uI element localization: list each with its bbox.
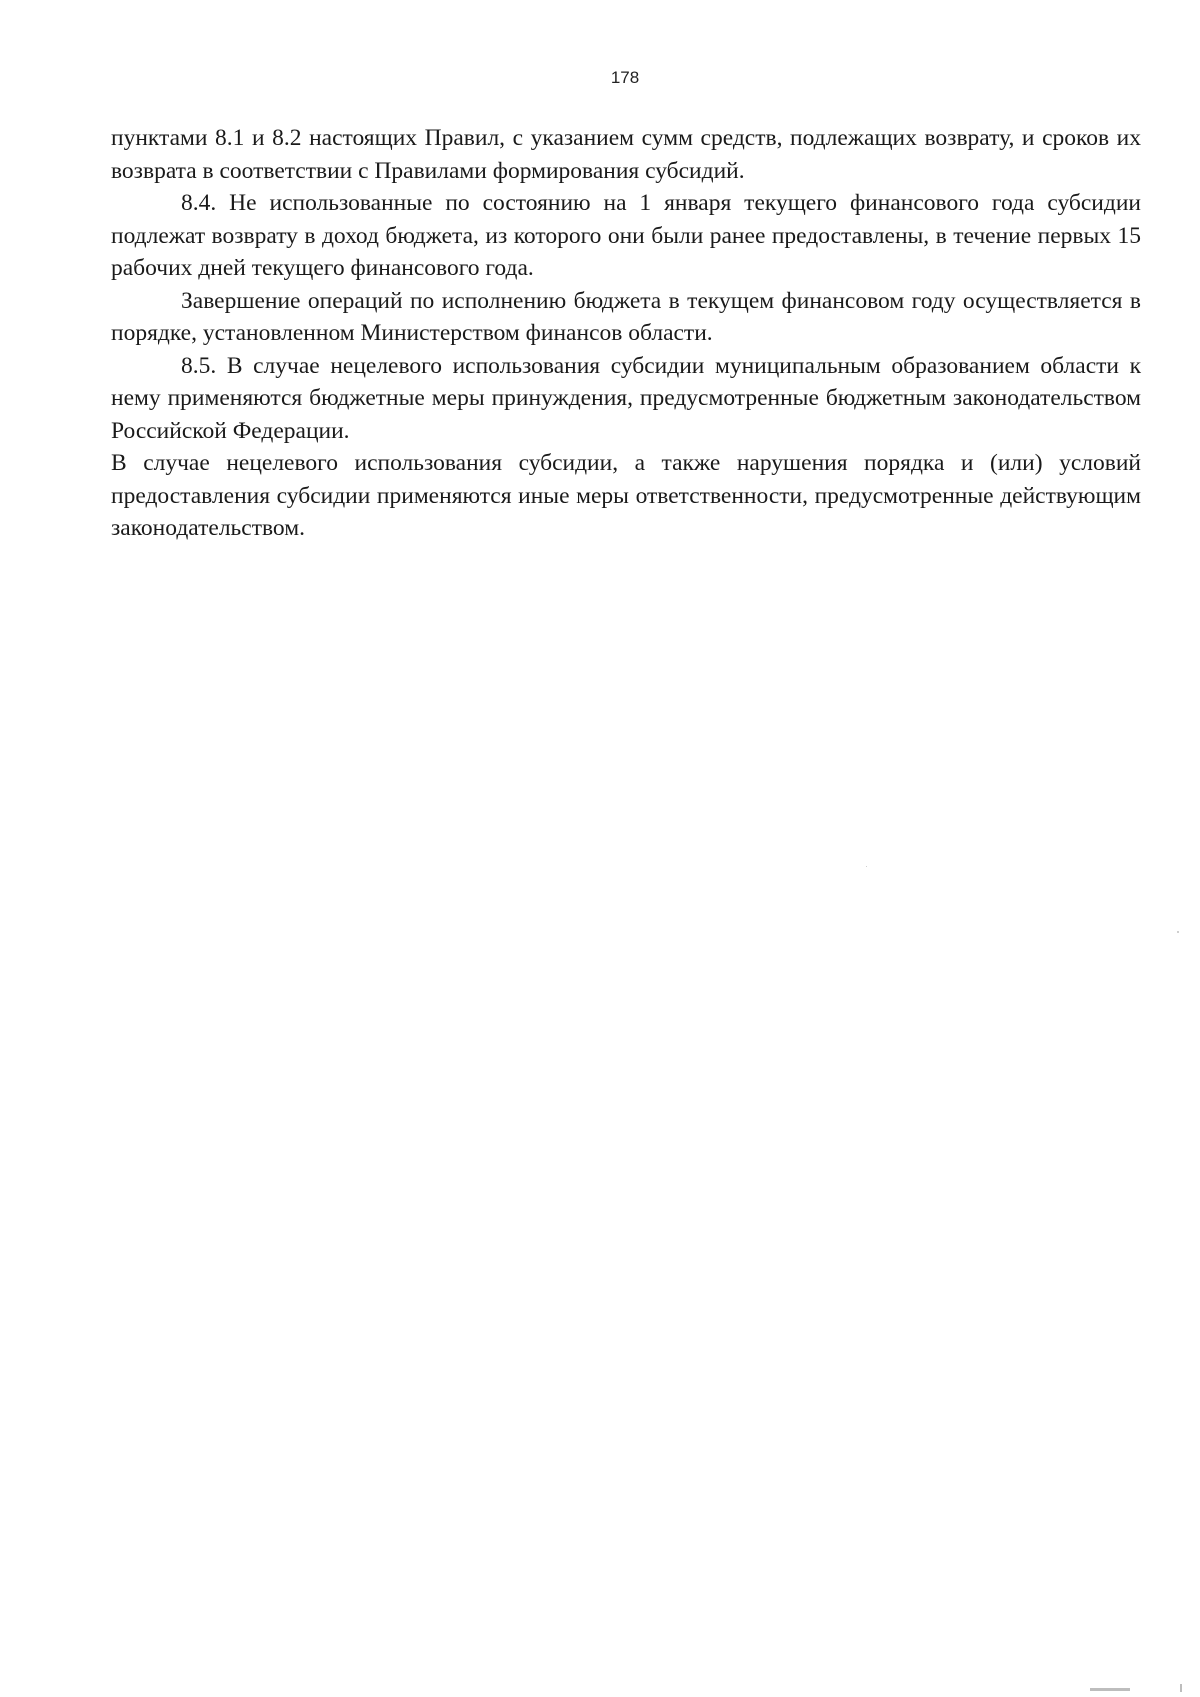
paragraph-8-5: 8.5. В случае нецелевого использования субсидии муниципальным образованием области к нему применяются бюджетные меры принуждения, предусмотренные бюджетным законодательством Российской Федерации.: [111, 352, 1141, 444]
scan-dot: [866, 866, 867, 867]
paragraph-budget-completion: Завершение операций по исполнению бюджета в текущем финансовом году осуществляется в порядке, установленном Министерством финансов области.: [111, 287, 1141, 346]
scan-edge-mark: [1090, 1688, 1130, 1691]
paragraph-continuation: пунктами 8.1 и 8.2 настоящих Правил, с указанием сумм средств, подлежащих возврату, и сроков их возврата в соответствии с Правилами формирования субсидий.: [111, 125, 1141, 184]
scan-edge-mark: [1180, 1684, 1182, 1692]
document-body: [111, 122, 1141, 545]
paragraph-responsibility: В случае нецелевого использования субсидии, а также нарушения порядка и (или) условий предоставления субсидии применяются иные меры ответственности, предусмотренные действующим законодательством.: [111, 450, 1141, 541]
paragraph-8-4: 8.4. Не использованные по состоянию на 1 января текущего финансового года субсидии подлежат возврату в доход бюджета, из которого они были ранее предоставлены, в течение первых 15 рабочих дней текущего финансового года.: [111, 190, 1141, 281]
page-number: 178: [610, 68, 640, 87]
scan-dot: [1177, 931, 1179, 933]
